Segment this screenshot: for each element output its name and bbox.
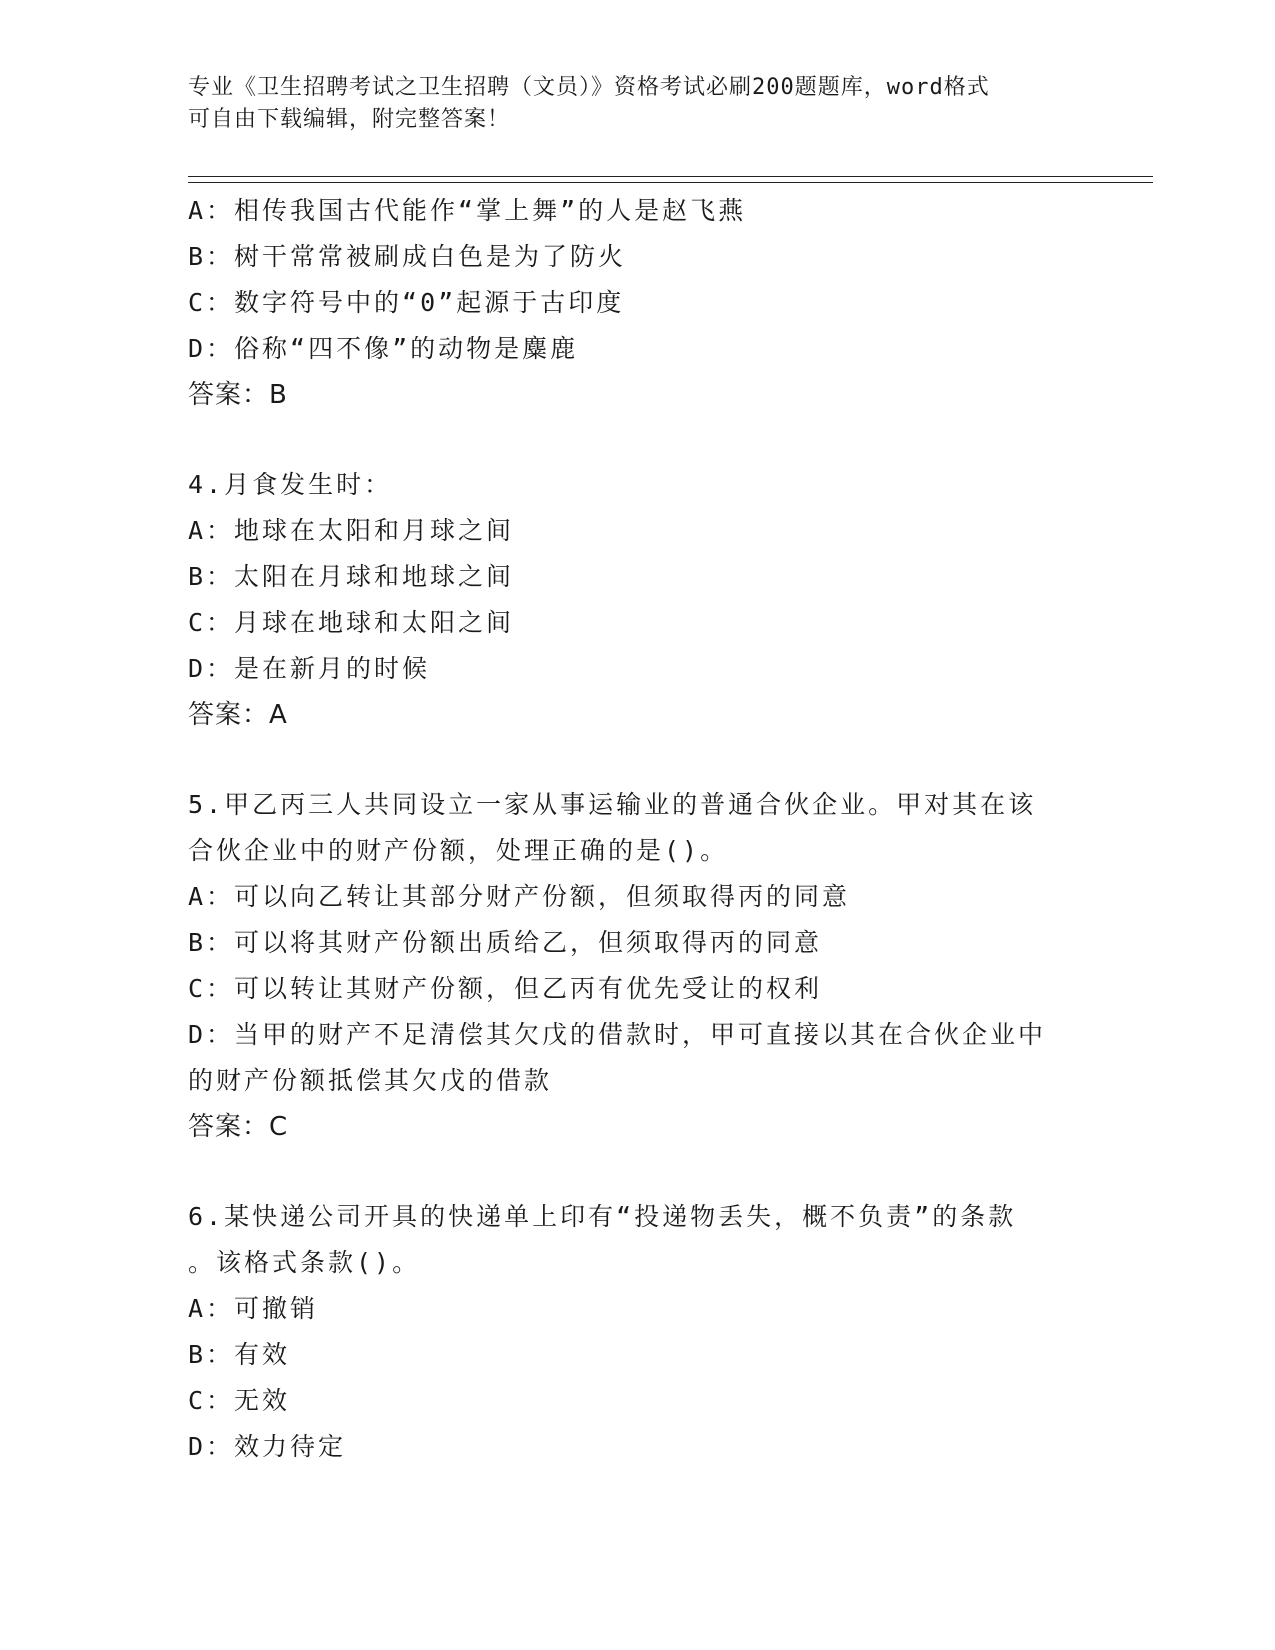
question-text-line-2: 合伙企业中的财产份额，处理正确的是()。 [188, 836, 729, 865]
question-text-line-1: 6.某快递公司开具的快递单上印有“投递物丢失，概不负责”的条款 [188, 1202, 1017, 1231]
option-d-continued: 的财产份额抵偿其欠戊的借款 [188, 1066, 553, 1095]
header-line-1: 专业《卫生招聘考试之卫生招聘（文员）》资格考试必刷200题题库，word格式 [188, 75, 990, 100]
document-header [188, 72, 1068, 136]
option-b: B：太阳在月球和地球之间 [188, 562, 515, 591]
question-text: 4.月食发生时： [188, 470, 393, 499]
option-a: A：地球在太阳和月球之间 [188, 516, 515, 545]
question-text-line-2: 。该格式条款()。 [188, 1248, 421, 1277]
answer-line: 答案：C [188, 1112, 289, 1142]
option-a: A：可撤销 [188, 1294, 319, 1323]
option-c: C：月球在地球和太阳之间 [188, 608, 515, 637]
option-c: C：可以转让其财产份额，但乙丙有优先受让的权利 [188, 974, 823, 1003]
question-6 [188, 1194, 1088, 1470]
answer-line: 答案：B [188, 380, 288, 410]
question-5 [188, 782, 1088, 1150]
option-b: B：树干常常被刷成白色是为了防火 [188, 242, 627, 271]
answer-line: 答案：A [188, 700, 288, 730]
question-3 [188, 188, 1088, 418]
option-d: D：是在新月的时候 [188, 654, 431, 683]
header-rule-top [188, 176, 1153, 177]
option-b: B：有效 [188, 1340, 291, 1369]
option-b: B：可以将其财产份额出质给乙，但须取得丙的同意 [188, 928, 823, 957]
option-a: A：可以向乙转让其部分财产份额，但须取得丙的同意 [188, 882, 851, 911]
question-4 [188, 462, 1088, 738]
question-text-line-1: 5.甲乙丙三人共同设立一家从事运输业的普通合伙企业。甲对其在该 [188, 790, 1037, 819]
option-c: C：数字符号中的“0”起源于古印度 [188, 288, 625, 317]
option-c: C：无效 [188, 1386, 291, 1415]
header-rule-bottom [188, 182, 1153, 183]
option-d: D：效力待定 [188, 1432, 347, 1461]
option-d: D：当甲的财产不足清偿其欠戊的借款时，甲可直接以其在合伙企业中 [188, 1020, 1047, 1049]
question-list [188, 188, 1088, 1470]
option-a: A：相传我国古代能作“掌上舞”的人是赵飞燕 [188, 196, 747, 225]
option-d: D：俗称“四不像”的动物是麋鹿 [188, 334, 579, 363]
header-line-2: 可自由下载编辑，附完整答案！ [188, 107, 511, 132]
